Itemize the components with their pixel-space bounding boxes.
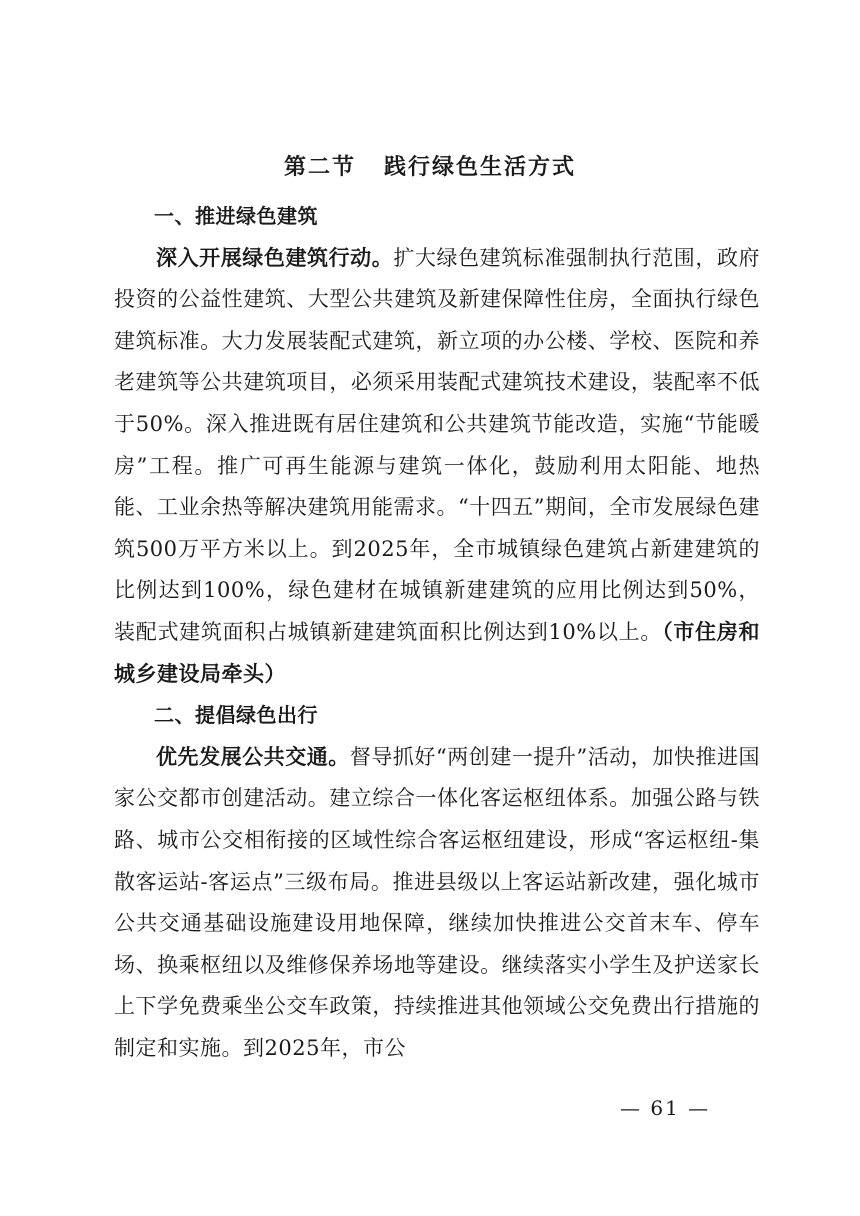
- subsection-heading-green-travel: 二、提倡绿色出行: [154, 703, 318, 728]
- section-number: 第二节: [283, 155, 356, 180]
- section-title-text: 践行绿色生活方式: [384, 155, 577, 180]
- paragraph-lead: 深入开展绿色建筑行动。: [156, 245, 394, 270]
- paragraph-lead: 优先发展公共交通。: [156, 744, 350, 769]
- page-number: — 61 —: [620, 1096, 711, 1120]
- document-body: [114, 196, 760, 1069]
- paragraph-body: 督导抓好“两创建一提升”活动，加快推进国家公交都市创建活动。建立综合一体化客运枢纽体系。加强公路与铁路、城市公交相衔接的区域性综合客运枢纽建设，形成“客运枢纽-集散客运站-客运点”三级布局。推进县级以上客运站新改建，强化城市公共交通基础设施建设用地保障，继续加快推进公交首末车、停车场、换乘枢纽以及维修保养场地等建设。继续落实小学生及护送家长上下学免费乘坐公交车政策，持续推进其他领域公交免费出行措施的制定和实施。到2025年，市公: [114, 744, 760, 1060]
- paragraph-green-building: [114, 238, 760, 696]
- section-title: [0, 150, 860, 181]
- paragraph-public-transport: [114, 737, 760, 1070]
- paragraph-body: 扩大绿色建筑标准强制执行范围，政府投资的公益性建筑、大型公共建筑及新建保障性住房，全面执行绿色建筑标准。大力发展装配式建筑，新立项的办公楼、学校、医院和养老建筑等公共建筑项目，必须采用装配式建筑技术建设，装配率不低于50%。深入推进既有居住建筑和公共建筑节能改造，实施“节能暖房”工程。推广可再生能源与建筑一体化，鼓励利用太阳能、地热能、工业余热等解决建筑用能需求。“十四五”期间，全市发展绿色建筑500万平方米以上。到2025年，全市城镇绿色建筑占新建建筑的比例达到100%，绿色建材在城镇新建建筑的应用比例达到50%，装配式建筑面积占城镇新建建筑面积比例达到10%以上。: [114, 245, 761, 644]
- responsible-agency: （市住房和城乡建设局牵头）: [114, 619, 760, 686]
- subsection-heading-green-building: 一、推进绿色建筑: [154, 204, 318, 228]
